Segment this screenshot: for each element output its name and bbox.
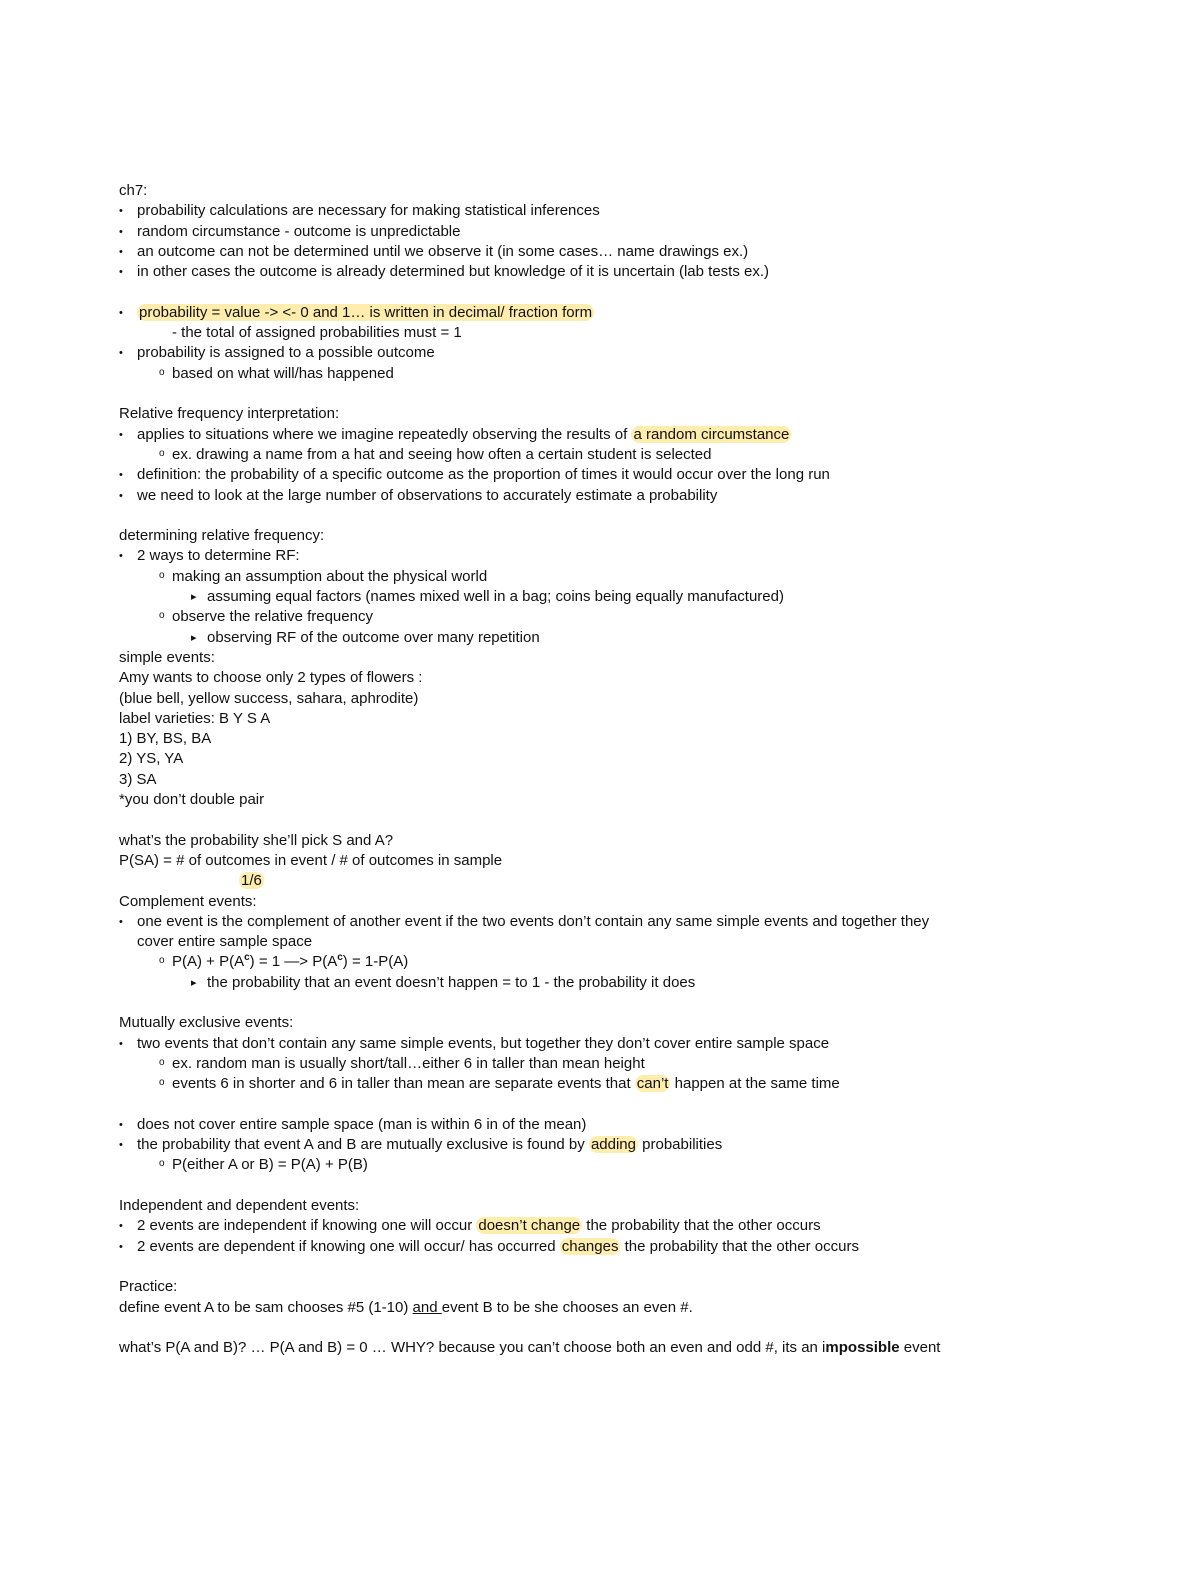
line-text-main: two events that don’t contain any same simple events, but together they don’t cover entire sample space xyxy=(137,1034,830,1052)
circle-bullet-icon: o xyxy=(159,366,165,378)
line-text-tail: happen at the same time xyxy=(670,1075,840,1093)
line-text-main: Mutually exclusive events: xyxy=(119,1014,294,1032)
bullet-icon: • xyxy=(119,915,123,928)
line-text-main: ex. drawing a name from a hat and seeing how often a certain student is selected xyxy=(172,445,712,463)
bold-phrase: mpossible xyxy=(825,1339,900,1357)
line-text-main: 1) BY, BS, BA xyxy=(119,730,212,748)
line-text-main: 2 events are independent if knowing one will occur xyxy=(137,1217,477,1235)
line-text-main: applies to situations where we imagine repeatedly observing the results of xyxy=(137,425,632,443)
line-text xyxy=(119,668,422,688)
line-text xyxy=(137,425,791,445)
line-text-main: define event A to be sam chooses #5 (1-10) xyxy=(119,1298,413,1316)
circle-bullet-icon: o xyxy=(159,610,165,622)
line-text xyxy=(137,486,717,506)
bullet-icon: • xyxy=(119,489,123,502)
line-text xyxy=(137,262,769,282)
line-text xyxy=(172,364,394,384)
line-text xyxy=(137,1135,722,1155)
line-text xyxy=(137,912,929,932)
line-text xyxy=(172,445,712,465)
highlighted-phrase: adding xyxy=(590,1136,636,1154)
line-text xyxy=(119,1277,177,1297)
line-text xyxy=(137,1216,821,1236)
bullet-icon: • xyxy=(119,225,123,238)
line-text-main: random circumstance - outcome is unpredictable xyxy=(137,222,461,240)
highlighted-phrase: changes xyxy=(561,1237,619,1255)
highlighted-phrase: can’t xyxy=(636,1075,669,1093)
line-text-main: observing RF of the outcome over many repetition xyxy=(207,628,540,646)
line-text-main: Relative frequency interpretation: xyxy=(119,405,340,423)
line-text-tail: event B to be she chooses an even #. xyxy=(441,1298,693,1316)
line-text xyxy=(172,567,487,587)
line-text xyxy=(207,587,784,607)
line-text xyxy=(172,607,373,627)
line-text xyxy=(119,1013,293,1033)
highlighted-phrase: doesn’t change xyxy=(478,1217,581,1235)
highlighted-phrase: a random circumstance xyxy=(633,425,790,443)
line-text xyxy=(119,1298,693,1318)
line-text xyxy=(172,323,462,343)
line-text-main: probability = value -> <- 0 and 1… is written in decimal/ fraction form xyxy=(139,303,593,321)
arrow-bullet-icon: ▸ xyxy=(191,976,197,989)
bullet-icon: • xyxy=(119,1118,123,1131)
line-text-main: an outcome can not be determined until we observe it (in some cases… name drawings ex.) xyxy=(137,242,749,260)
line-text-main: 1/6 xyxy=(241,872,262,890)
line-text xyxy=(119,689,418,709)
line-text xyxy=(119,526,324,546)
line-text xyxy=(137,1115,586,1135)
line-text xyxy=(137,242,748,262)
line-text xyxy=(172,1054,645,1074)
line-text-main: Independent and dependent events: xyxy=(119,1197,360,1214)
line-text-main: probability is assigned to a possible outcome xyxy=(137,344,435,362)
formula-part: ) = 1-P(A) xyxy=(342,953,409,971)
line-text-main: 2 ways to determine RF: xyxy=(137,547,300,565)
circle-bullet-icon: o xyxy=(159,1158,165,1170)
circle-bullet-icon: o xyxy=(159,1056,165,1068)
line-text xyxy=(119,892,257,912)
bullet-icon: • xyxy=(119,428,123,441)
line-text-main: P(SA) = # of outcomes in event / # of outcomes in sample xyxy=(119,851,503,869)
line-text xyxy=(137,1034,829,1054)
bullet-icon: • xyxy=(119,1139,123,1152)
formula-part: c xyxy=(337,952,343,964)
line-text xyxy=(137,201,600,221)
line-text xyxy=(119,1196,359,1216)
line-text xyxy=(119,1338,940,1358)
line-text xyxy=(137,465,830,485)
line-text xyxy=(119,729,211,749)
line-text xyxy=(119,749,183,769)
line-text-main: observe the relative frequency xyxy=(172,608,373,626)
line-text xyxy=(137,343,435,363)
line-text-main: Complement events: xyxy=(119,892,257,910)
underlined-phrase: and xyxy=(412,1298,442,1316)
line-text xyxy=(207,973,695,993)
bullet-icon: • xyxy=(119,1037,123,1050)
line-text xyxy=(137,222,460,242)
line-text xyxy=(137,546,300,566)
line-text-main: assuming equal factors (names mixed well in a bag; coins being equally manufactured) xyxy=(207,588,784,605)
line-text-main: events 6 in shorter and 6 in taller than mean are separate events that xyxy=(172,1075,635,1093)
bullet-icon: • xyxy=(119,306,123,319)
line-text xyxy=(172,1074,840,1094)
line-text xyxy=(172,1155,368,1175)
line-text xyxy=(119,709,270,729)
line-text-main: making an assumption about the physical world xyxy=(172,567,488,585)
bullet-icon: • xyxy=(119,347,123,360)
line-text-main: does not cover entire sample space (man is within 6 in of the mean) xyxy=(137,1115,587,1133)
bullet-icon: • xyxy=(119,245,123,258)
bullet-icon: • xyxy=(119,1220,123,1233)
line-text-main: the probability that an event doesn’t happen = to 1 - the probability it does xyxy=(207,973,696,991)
line-text-main: ch7: xyxy=(119,182,148,199)
line-text xyxy=(119,404,339,424)
line-text xyxy=(172,952,408,972)
line-text-main: ex. random man is usually short/tall…either 6 in taller than mean height xyxy=(172,1054,645,1072)
line-text xyxy=(119,831,393,851)
line-text xyxy=(119,790,264,810)
line-text-main: 2) YS, YA xyxy=(119,750,184,768)
line-text-main: 3) SA xyxy=(119,770,157,788)
line-text-tail: the probability that the other occurs xyxy=(582,1217,821,1235)
line-text xyxy=(119,181,147,201)
line-text-main: what’s P(A and B)? … P(A and B) = 0 … WHY? because you can’t choose both an even and odd #, its an i xyxy=(119,1339,826,1357)
formula-part: P(A) + P(A xyxy=(172,953,245,971)
line-text xyxy=(137,303,594,323)
line-text-tail: the probability that the other occurs xyxy=(620,1237,859,1255)
line-text-main: cover entire sample space xyxy=(137,933,313,951)
bullet-icon: • xyxy=(119,205,123,218)
line-text-main: in other cases the outcome is already determined but knowledge of it is uncertain (lab tests ex.) xyxy=(137,263,769,281)
line-text-main: 2 events are dependent if knowing one will occur/ has occurred xyxy=(137,1237,560,1255)
bullet-icon: • xyxy=(119,266,123,279)
line-text-main: *you don’t double pair xyxy=(119,791,265,808)
bullet-icon: • xyxy=(119,550,123,563)
line-text-main: P(either A or B) = P(A) + P(B) xyxy=(172,1156,368,1174)
line-text-main: based on what will/has happened xyxy=(172,364,394,382)
line-text xyxy=(119,851,502,871)
line-text-main: - the total of assigned probabilities must = 1 xyxy=(172,324,462,342)
circle-bullet-icon: o xyxy=(159,569,165,581)
bullet-icon: • xyxy=(119,1240,123,1253)
line-text xyxy=(207,628,540,648)
line-text xyxy=(119,770,157,790)
line-text-tail: event xyxy=(899,1339,941,1357)
line-text-main: label varieties: B Y S A xyxy=(119,709,271,727)
line-text xyxy=(137,1237,859,1257)
line-text-main: one event is the complement of another event if the two events don’t contain any same simple events and together they xyxy=(137,912,930,930)
circle-bullet-icon: o xyxy=(159,1077,165,1089)
line-text xyxy=(137,932,312,952)
circle-bullet-icon: o xyxy=(159,447,165,459)
line-text-main: simple events: xyxy=(119,648,215,666)
arrow-bullet-icon: ▸ xyxy=(191,591,197,603)
line-text-main: we need to look at the large number of observations to accurately estimate a probability xyxy=(137,486,718,504)
line-text-main: definition: the probability of a specific outcome as the proportion of times it would occur over the long run xyxy=(137,466,830,484)
line-text-main: determining relative frequency: xyxy=(119,527,325,545)
circle-bullet-icon: o xyxy=(159,955,165,967)
line-text xyxy=(119,648,215,668)
bullet-icon: • xyxy=(119,469,123,482)
formula-part: ) = 1 —> P(A xyxy=(249,953,338,971)
line-text-main: Practice: xyxy=(119,1278,178,1296)
line-text-main: the probability that event A and B are mutually exclusive is found by xyxy=(137,1136,589,1154)
line-text xyxy=(239,871,264,891)
line-text-main: what’s the probability she’ll pick S and A? xyxy=(119,831,394,849)
line-text-tail: probabilities xyxy=(637,1136,723,1154)
line-text-main: Amy wants to choose only 2 types of flowers : xyxy=(119,669,423,687)
formula-part: c xyxy=(244,952,250,964)
line-text-main: (blue bell, yellow success, sahara, aphrodite) xyxy=(119,689,419,707)
arrow-bullet-icon: ▸ xyxy=(191,631,197,644)
line-text-main: probability calculations are necessary for making statistical inferences xyxy=(137,202,600,220)
